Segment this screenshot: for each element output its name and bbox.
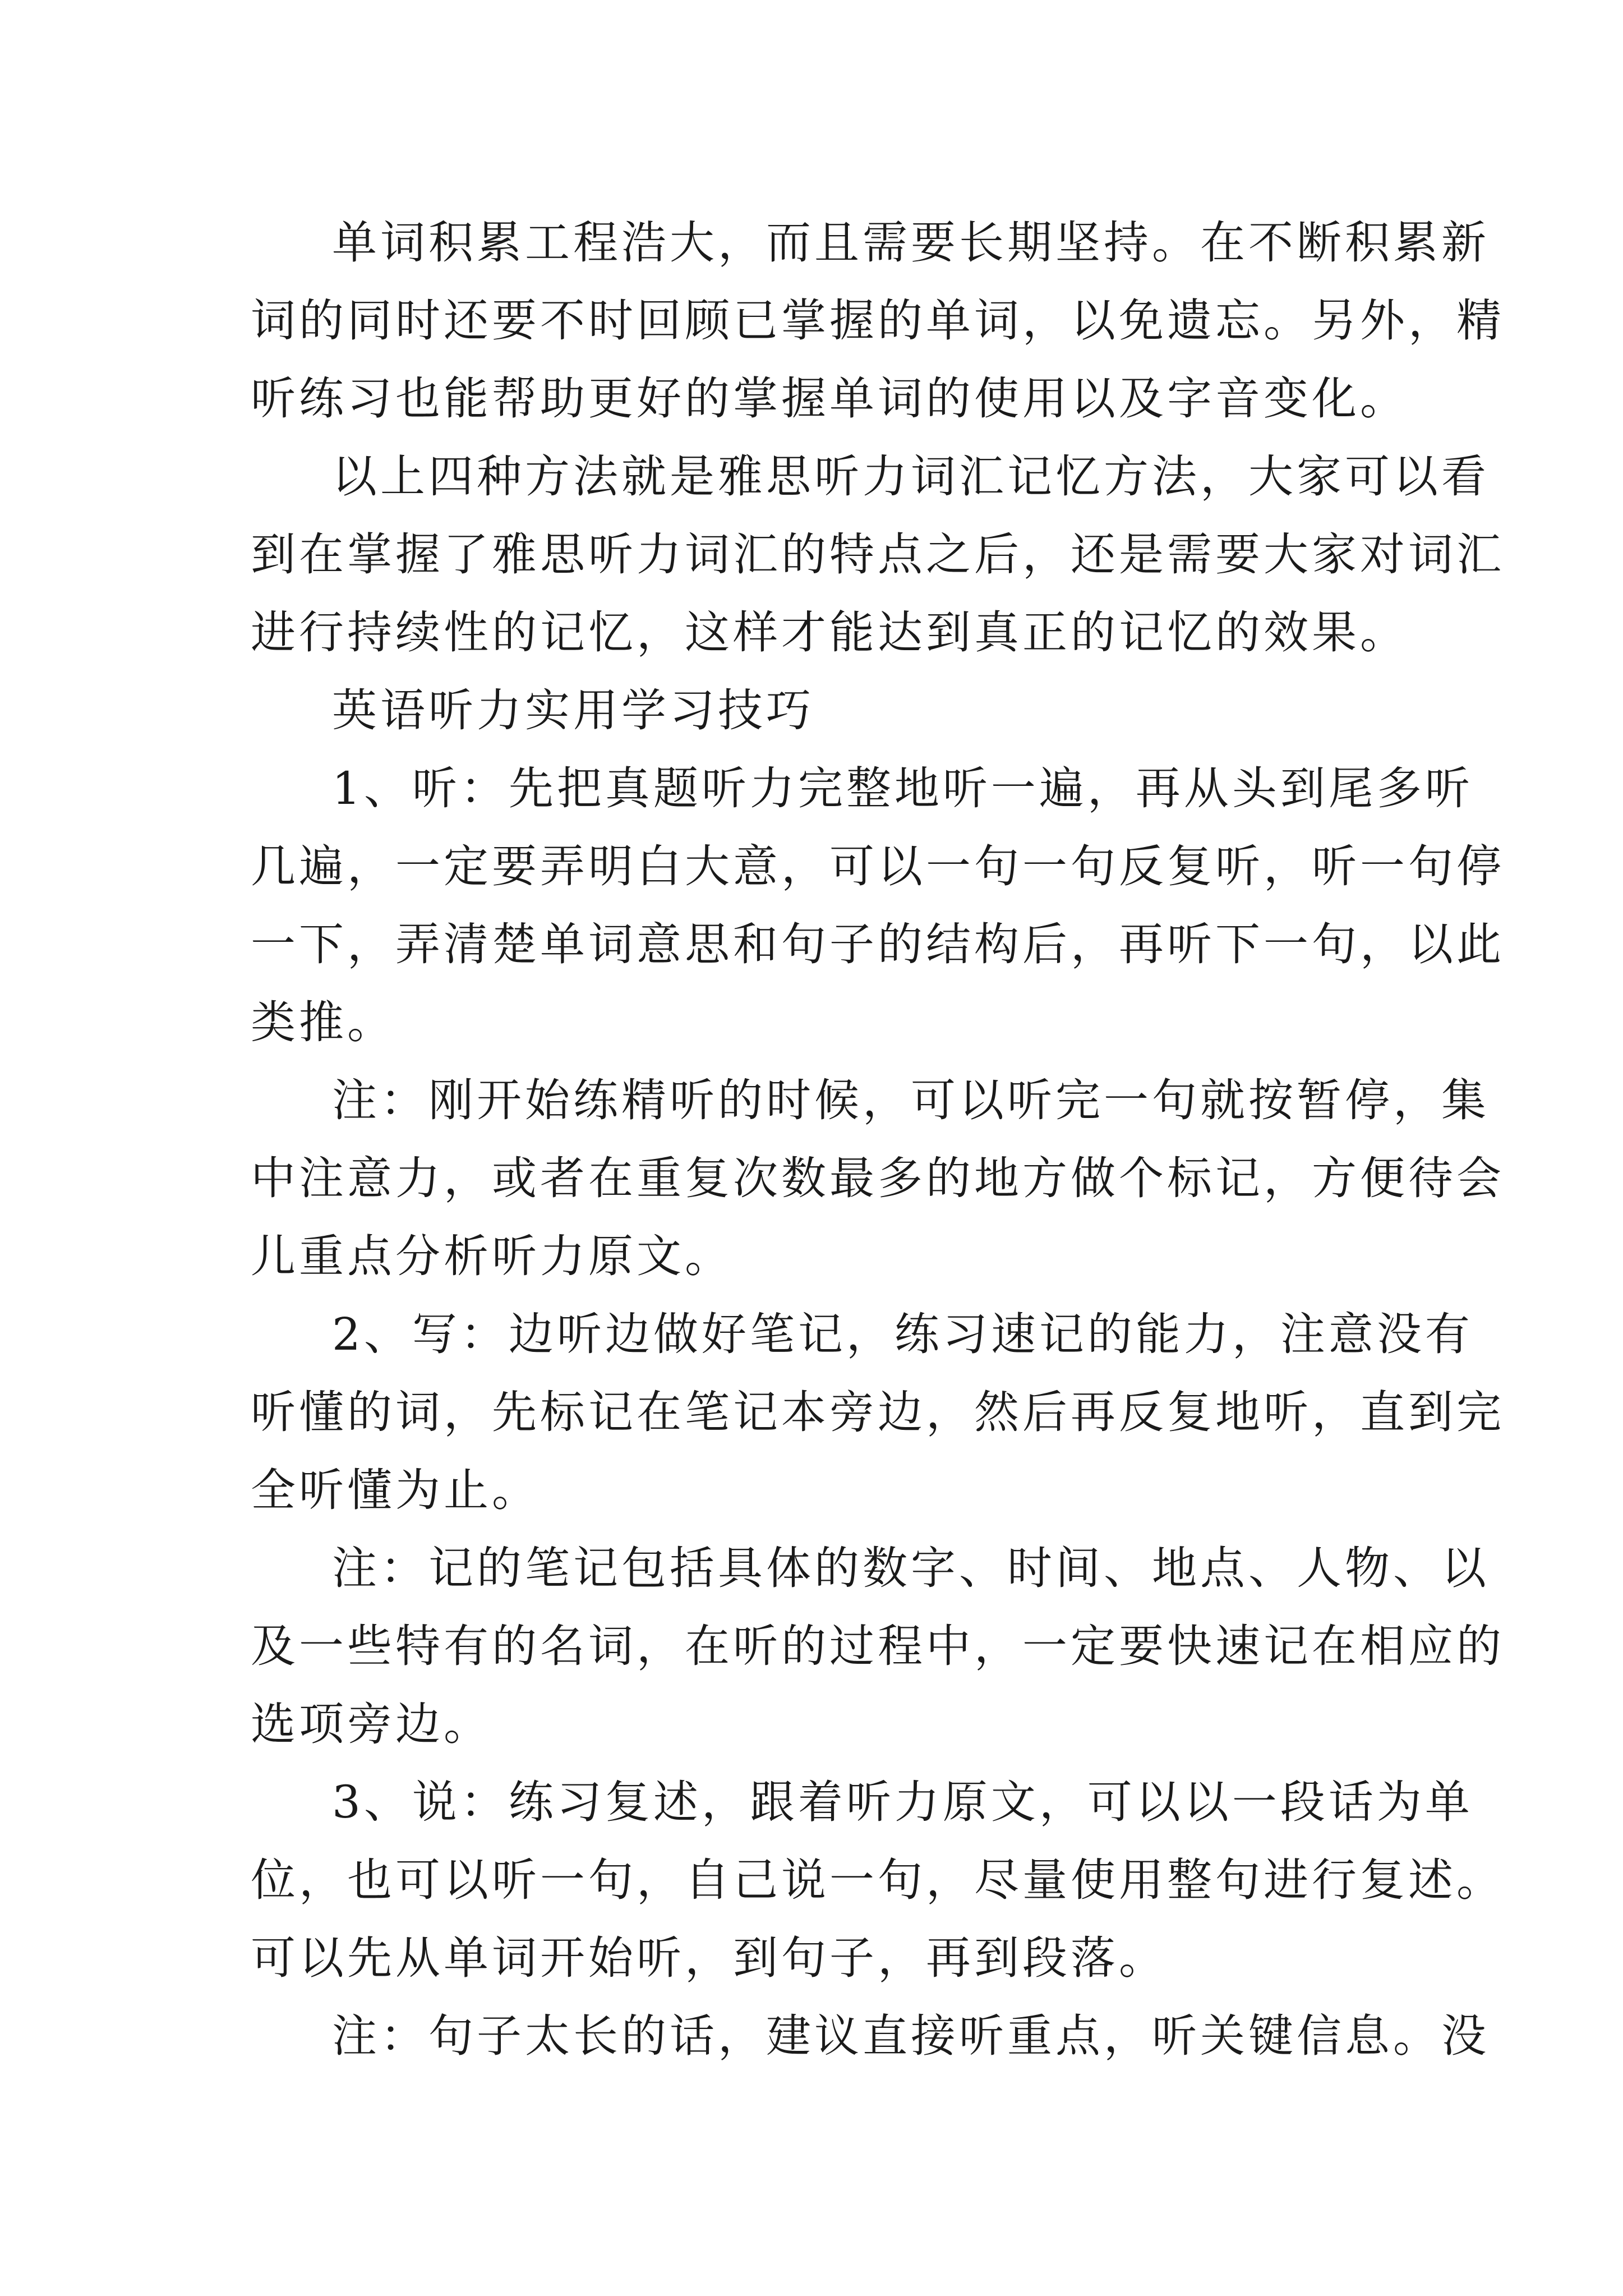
paragraph-line: 进行持续性的记忆，这样才能达到真正的记忆的效果。 — [251, 606, 1408, 659]
paragraph-line: 词的同时还要不时回顾已掌握的单词，以免遗忘。另外，精 — [251, 295, 1505, 347]
paragraph-line: 全听懂为止。 — [251, 1464, 540, 1516]
paragraph-line: 位，也可以听一句，自己说一句，尽量使用整句进行复述。 — [251, 1854, 1505, 1906]
paragraph-line: 2、写：边听边做好笔记，练习速记的能力，注意没有 — [332, 1308, 1473, 1360]
paragraph-line: 中注意力，或者在重复次数最多的地方做个标记，方便待会 — [251, 1152, 1505, 1204]
paragraph-line: 听懂的词，先标记在笔记本旁边，然后再反复地听，直到完 — [251, 1386, 1505, 1438]
paragraph-line: 一下，弄清楚单词意思和句子的结构后，再听下一句，以此 — [251, 918, 1505, 970]
paragraph-line: 注：刚开始练精听的时候，可以听完一句就按暂停，集 — [332, 1074, 1490, 1126]
paragraph-line: 单词积累工程浩大，而且需要长期坚持。在不断积累新 — [332, 217, 1490, 269]
paragraph-line: 注：记的笔记包括具体的数字、时间、地点、人物、以 — [332, 1542, 1490, 1594]
paragraph-line: 及一些特有的名词，在听的过程中，一定要快速记在相应的 — [251, 1620, 1505, 1672]
paragraph-line: 到在掌握了雅思听力词汇的特点之后，还是需要大家对词汇 — [251, 528, 1505, 581]
paragraph-line: 3、说：练习复述，跟着听力原文，可以以一段话为单 — [332, 1776, 1473, 1828]
paragraph-line: 注：句子太长的话，建议直接听重点，听关键信息。没 — [332, 2010, 1490, 2062]
paragraph-line: 1、听：先把真题听力完整地听一遍，再从头到尾多听 — [332, 762, 1473, 815]
paragraph-line: 几遍，一定要弄明白大意，可以一句一句反复听，听一句停 — [251, 840, 1505, 892]
paragraph-line: 听练习也能帮助更好的掌握单词的使用以及字音变化。 — [251, 372, 1408, 425]
paragraph-line: 儿重点分析听力原文。 — [251, 1230, 733, 1282]
paragraph-line: 选项旁边。 — [251, 1698, 492, 1750]
paragraph-line: 类推。 — [251, 996, 395, 1048]
paragraph-line: 以上四种方法就是雅思听力词汇记忆方法，大家可以看 — [332, 450, 1490, 503]
section-heading: 英语听力实用学习技巧 — [332, 684, 814, 737]
paragraph-line: 可以先从单词开始听，到句子，再到段落。 — [251, 1932, 1167, 1984]
